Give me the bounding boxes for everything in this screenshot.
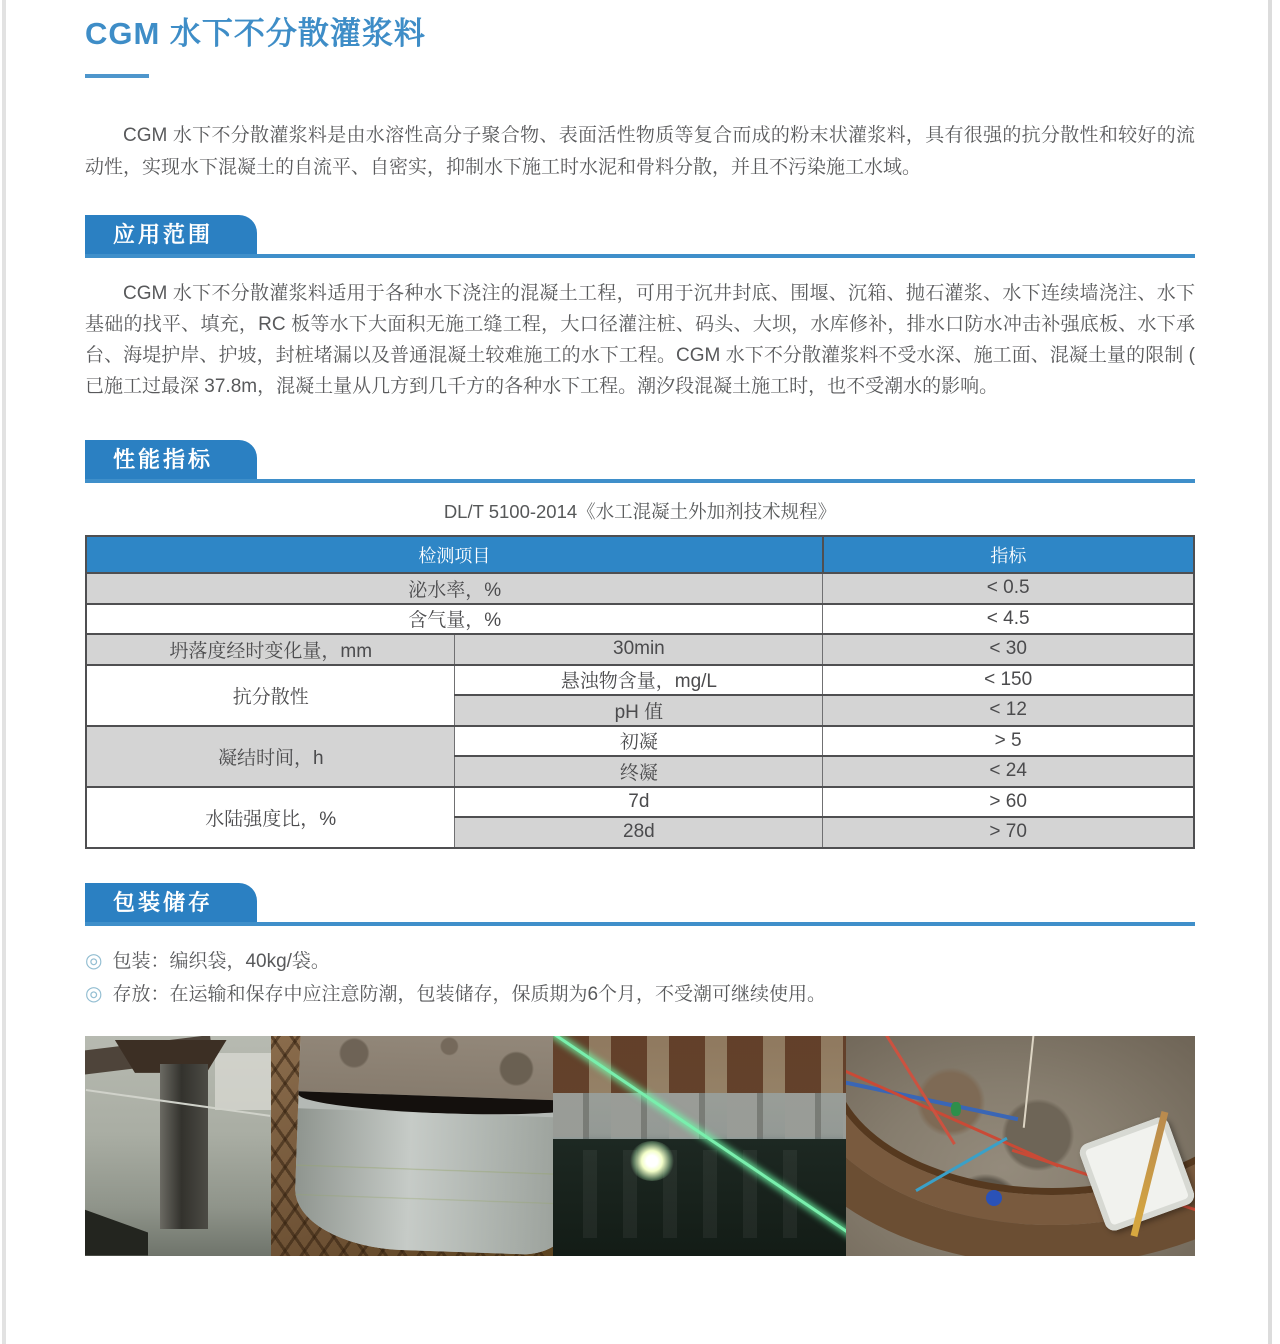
cell-value: > 70 — [823, 817, 1194, 848]
cell-sub: 终凝 — [455, 756, 823, 787]
cell-value: < 12 — [823, 695, 1194, 726]
cell-value: > 60 — [823, 787, 1194, 818]
cell-sub: 7d — [455, 787, 823, 818]
table-row — [86, 573, 1194, 604]
cell-item: 凝结时间，h — [86, 726, 455, 787]
cell-item: 水陆强度比，% — [86, 787, 455, 848]
cell-item: 坍落度经时变化量，mm — [86, 634, 455, 665]
photo-caisson-pit — [846, 1036, 1195, 1256]
photo-night-piers-laser — [553, 1036, 846, 1256]
cell-value: > 5 — [823, 726, 1194, 757]
cell-value: < 150 — [823, 665, 1194, 696]
cell-sub: pH 值 — [455, 695, 823, 726]
performance-table — [85, 535, 1195, 849]
photo-pier-tremie-pipe — [85, 1036, 271, 1256]
cell-value: < 30 — [823, 634, 1194, 665]
cell-sub: 初凝 — [455, 726, 823, 757]
page-title: CGM 水下不分散灌浆料 — [85, 16, 426, 51]
table-row — [86, 787, 1194, 818]
table-header-index: 指标 — [823, 536, 1194, 573]
section-tab-performance: 性能指标 — [85, 440, 257, 479]
table-row — [86, 665, 1194, 696]
section-tab-packaging: 包装储存 — [85, 883, 257, 922]
packaging-bullets — [85, 945, 1195, 1011]
ring-bullet-icon: ◎ — [85, 949, 103, 972]
standard-reference: DL/T 5100-2014《水工混凝土外加剂技术规程》 — [443, 501, 837, 522]
section-header-application — [85, 215, 1195, 258]
section-header-packaging — [85, 883, 1195, 926]
cell-item: 含气量，% — [86, 604, 823, 635]
photo-strip — [85, 1036, 1195, 1256]
photo-column-steel-jacket — [271, 1036, 553, 1256]
cell-value: < 4.5 — [823, 604, 1194, 635]
intro-paragraph: CGM 水下不分散灌浆料是由水溶性高分子聚合物、表面活性物质等复合而成的粉末状灌浆料，具有很强的抗分散性和较好的流动性，实现水下混凝土的自流平、自密实，抑制水下施工时水泥和骨料分散，并且不污染施工水域。 — [85, 125, 1195, 178]
table-header-row — [86, 536, 1194, 573]
cell-sub: 28d — [455, 817, 823, 848]
cell-sub: 悬浊物含量，mg/L — [455, 665, 823, 696]
cell-value: < 0.5 — [823, 573, 1194, 604]
section-header-performance — [85, 440, 1195, 483]
ring-bullet-icon: ◎ — [85, 982, 103, 1005]
document-page — [85, 0, 1195, 1256]
cell-value: < 24 — [823, 756, 1194, 787]
section-tab-application: 应用范围 — [85, 215, 257, 254]
cell-sub: 30min — [455, 634, 823, 665]
cell-item: 泌水率，% — [86, 573, 823, 604]
cell-item: 抗分散性 — [86, 665, 455, 726]
title-underline — [85, 74, 149, 78]
bullet-text: 存放：在运输和保存中应注意防潮，包装储存，保质期为6个月，不受潮可继续使用。 — [112, 983, 827, 1005]
list-item — [85, 978, 1195, 1011]
table-row — [86, 726, 1194, 757]
list-item — [85, 945, 1195, 978]
page-edge-line-right — [1268, 0, 1272, 1344]
table-header-item: 检测项目 — [86, 536, 823, 573]
page-edge-line-left — [2, 0, 6, 1344]
table-row — [86, 634, 1194, 665]
application-paragraph: CGM 水下不分散灌浆料适用于各种水下浇注的混凝土工程，可用于沉井封底、围堰、沉箱、抛石灌浆、水下连续墙浇注、水下基础的找平、填充，RC 板等水下大面积无施工缝工程，大口径灌注桩、码头、大坝，水库修补，排水口防水冲击补强底板、水下承台、海堤护岸、护坡，封桩堵漏以及普通混凝土较难施工的水下工程。CGM 水下不分散灌浆料不受水深、施工面、混凝土量的限制 ( 已施工过最深 37.8m，混凝土量从几方到几千方的各种水下工程。潮汐段混凝土施工时，也不受潮水的影响。 — [85, 283, 1195, 397]
table-row — [86, 604, 1194, 635]
bullet-text: 包装：编织袋，40kg/袋。 — [112, 950, 330, 972]
